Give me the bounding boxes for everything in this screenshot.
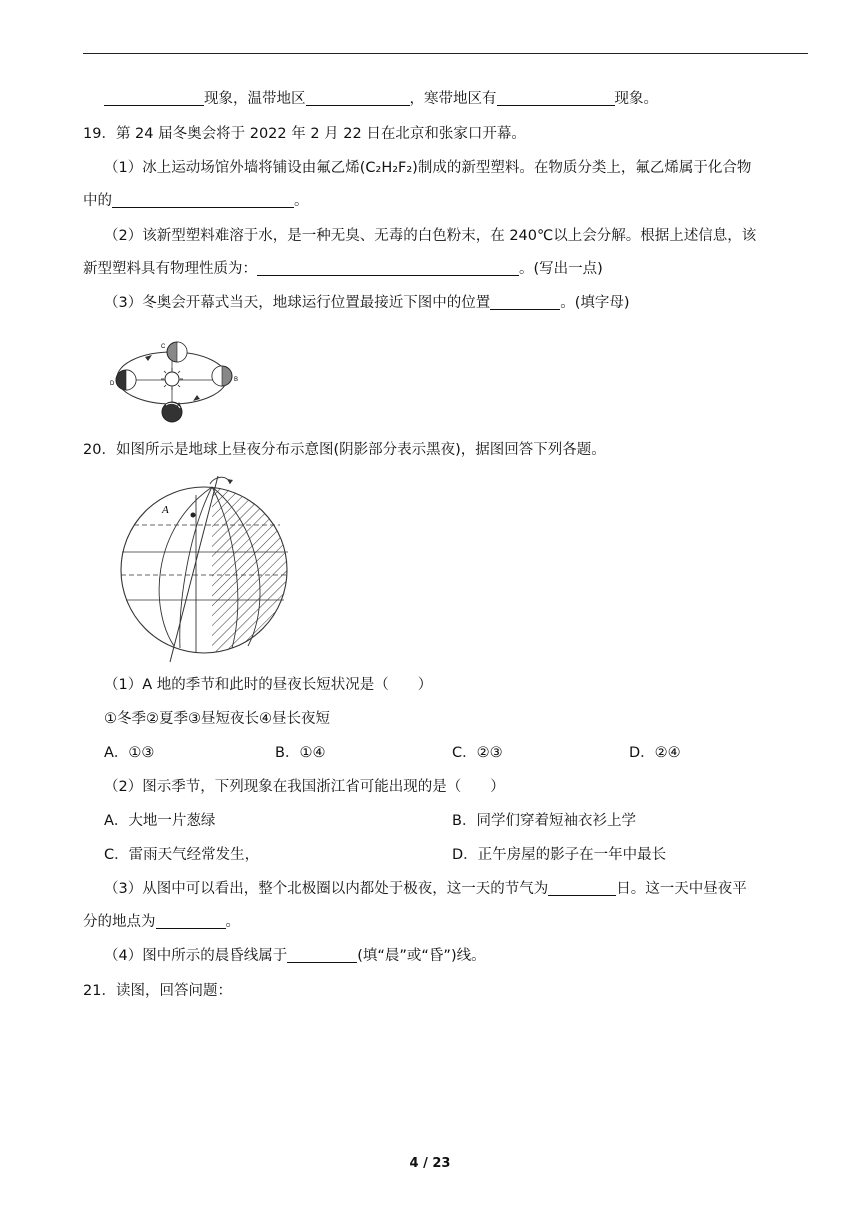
label-c: C [161,344,166,350]
earth-orbit-figure [100,330,250,426]
option-b: B．①④ [275,745,326,761]
page-number: 4 / 23 [409,1156,451,1171]
answer-blank [490,293,560,310]
question-20-1: （1）A 地的季节和此时的昼夜长短状况是（ ） [104,677,433,693]
answer-blank [306,89,410,106]
option-c: C．雷雨天气经常发生， [104,847,260,863]
option-d: D．正午房屋的影子在一年中最长 [452,847,667,863]
question-19-2: （2）该新型塑料难溶于水，是一种无臭、无毒的白色粉末，在 240℃以上会分解。根据上述信息，该 [104,228,757,244]
option-c: C．②③ [452,745,503,761]
question-20-2: （2）图示季节，下列现象在我国浙江省可能出现的是（ ） [104,779,505,795]
question-19-1: （1）冰上运动场馆外墙将铺设由氟乙烯(C₂H₂F₂)制成的新型塑料。在物质分类上，氟乙烯属于化合物 [104,160,752,176]
question-19-2-cont: 新型塑料具有物理性质为： 。(写出一点) [83,261,603,277]
day-night-globe-figure [110,470,300,666]
answer-blank [112,191,294,208]
header-rule [83,53,808,54]
question-19-3: （3）冬奥会开幕式当天，地球运行位置最接近下图中的位置 。(填字母) [104,295,630,311]
question-19-1-cont: 中的 。 [83,193,309,209]
text-line: 现象，温带地区 ，寒带地区有 现象。 [104,89,658,109]
label-b: B [234,377,239,383]
answer-blank [287,946,357,963]
question-19-title: 19．第 24 届冬奥会将于 2022 年 2 月 22 日在北京和张家口开幕。 [83,126,526,142]
point-a-label: A [162,504,169,516]
option-a: A．①③ [104,745,155,761]
label-d: D [110,381,115,387]
option-b: B．同学们穿着短袖衣衫上学 [452,813,636,829]
answer-blank [104,89,204,106]
question-20-title: 20．如图所示是地球上昼夜分布示意图(阴影部分表示黑夜)，据图回答下列各题。 [83,442,606,458]
question-20-1-items: ①冬季②夏季③昼短夜长④昼长夜短 [104,711,330,727]
question-20-3-cont: 分的地点为 。 [83,914,240,930]
answer-blank [257,259,519,276]
question-20-4: （4）图中所示的晨昏线属于 (填“晨”或“昏”)线。 [104,948,486,964]
option-d: D．②④ [629,745,681,761]
answer-blank [548,879,616,896]
answer-blank [156,912,226,929]
question-20-3: （3）从图中可以看出，整个北极圈以内都处于极夜，这一天的节气为 日。这一天中昼夜平 [104,881,747,897]
option-a: A．大地一片葱绿 [104,813,216,829]
label-a: A [177,403,182,409]
question-21-title: 21．读图，回答问题： [83,983,232,999]
answer-blank [497,89,615,106]
